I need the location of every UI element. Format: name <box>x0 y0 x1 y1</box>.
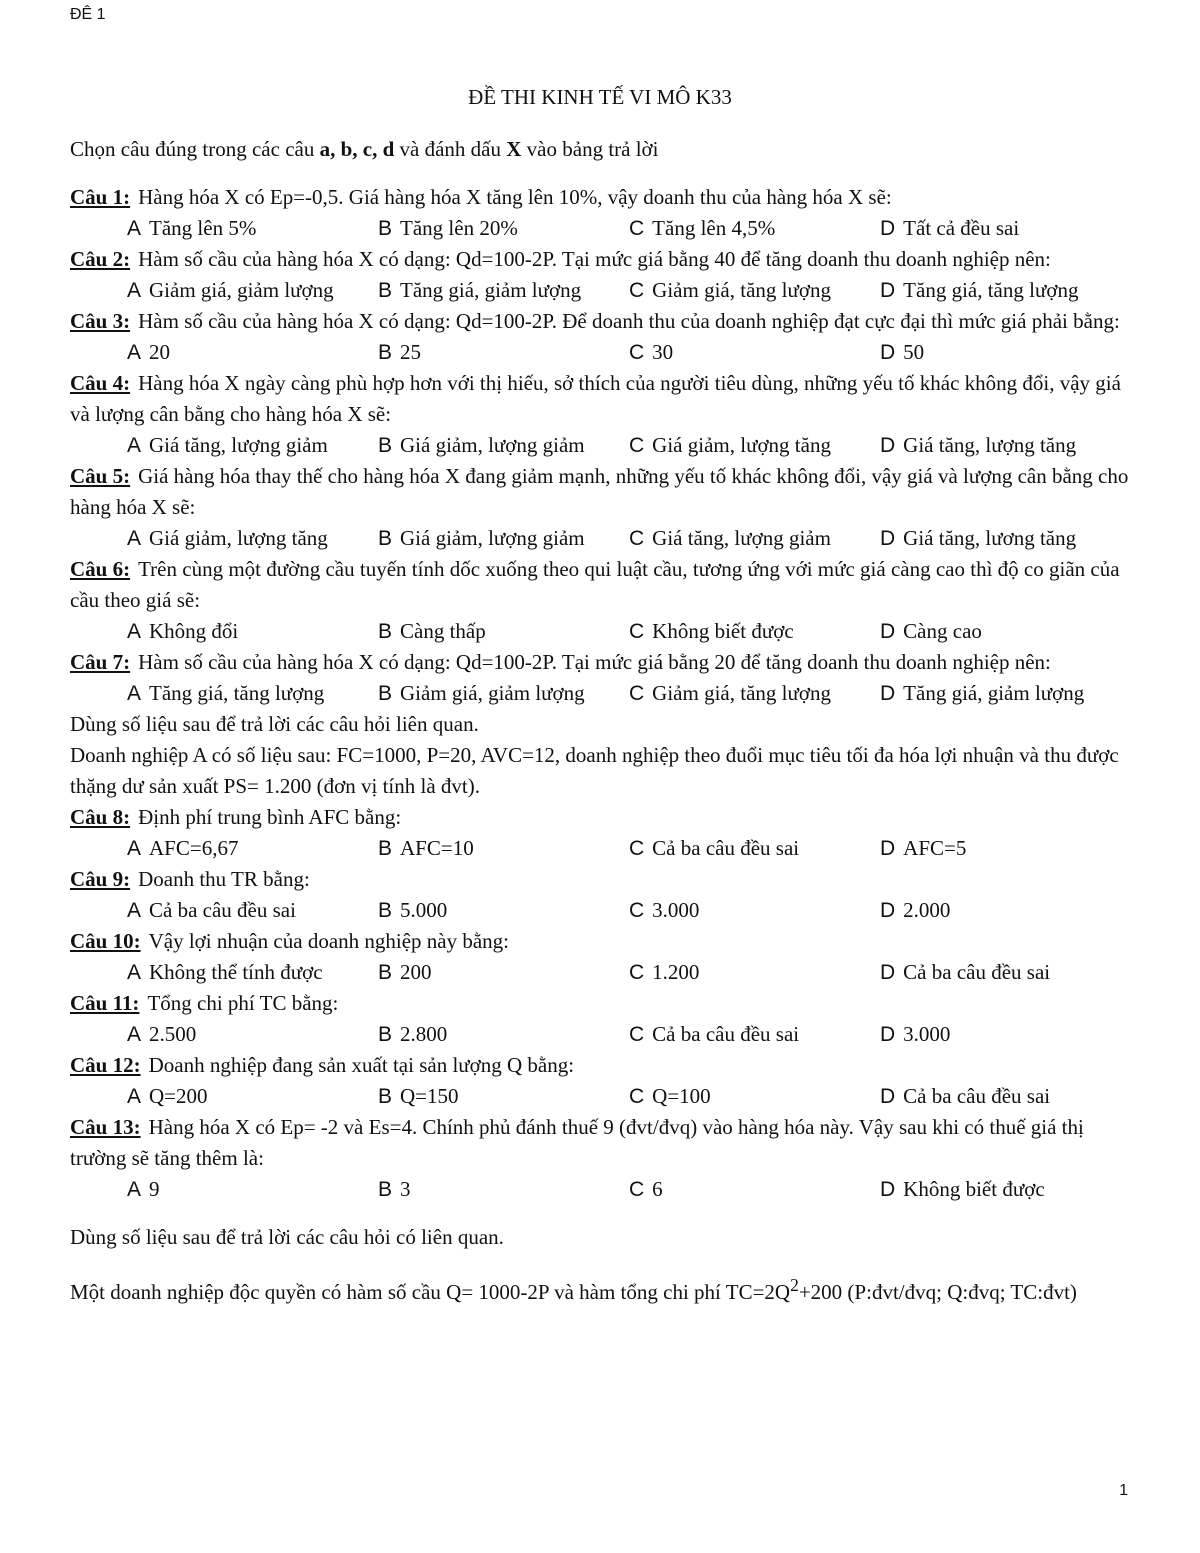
answer-option[interactable] <box>629 430 880 461</box>
option-letter: C <box>629 434 645 457</box>
option-text: 3 <box>400 1177 411 1201</box>
question-label: Câu 11: <box>70 991 140 1015</box>
option-text: Giá tăng, lượng tăng <box>903 433 1077 457</box>
question-label: Câu 10: <box>70 929 141 953</box>
answer-options <box>70 678 1135 709</box>
option-letter: C <box>629 620 645 643</box>
answer-option[interactable] <box>378 1081 629 1112</box>
option-letter: D <box>880 527 896 550</box>
data-intro: Dùng số liệu sau để trả lời các câu hỏi liên quan. <box>70 712 479 736</box>
option-text: Giá giảm, lượng giảm <box>400 433 585 457</box>
answer-option[interactable] <box>880 833 1131 864</box>
question-stem <box>70 802 1135 833</box>
question-label: Câu 6: <box>70 557 131 581</box>
answer-option[interactable] <box>378 1019 629 1050</box>
option-letter: A <box>127 1023 142 1046</box>
question-stem <box>70 461 1135 523</box>
question-label: Câu 7: <box>70 650 131 674</box>
instruction-text: vào bảng trả lời <box>521 137 659 161</box>
question-text: Định phí trung bình AFC bằng: <box>138 805 402 829</box>
answer-options <box>70 275 1135 306</box>
answer-option[interactable] <box>629 1174 880 1205</box>
option-text: 200 <box>400 960 432 984</box>
question-stem <box>70 926 1135 957</box>
option-letter: A <box>127 434 142 457</box>
option-text: 25 <box>400 340 422 364</box>
option-text: 6 <box>652 1177 663 1201</box>
option-letter: A <box>127 961 142 984</box>
option-letter: D <box>880 1085 896 1108</box>
answer-option[interactable] <box>629 337 880 368</box>
exam-content <box>70 134 1135 1308</box>
option-text: 2.500 <box>149 1022 197 1046</box>
option-letter: B <box>378 434 393 457</box>
option-letter: B <box>378 1178 393 1201</box>
option-text: 50 <box>903 340 925 364</box>
option-text: Giảm giá, giảm lượng <box>149 278 334 302</box>
answer-option[interactable] <box>880 337 1131 368</box>
option-letter: C <box>629 1085 645 1108</box>
answer-options <box>70 1019 1135 1050</box>
question-stem <box>70 306 1135 337</box>
answer-option[interactable] <box>378 523 629 554</box>
option-text: Không thể tính được <box>149 960 323 984</box>
question-stem <box>70 182 1135 213</box>
instruction-mark: X <box>506 137 522 161</box>
page-number: 1 <box>1119 1482 1128 1499</box>
question-text: Trên cùng một đường cầu tuyến tính dốc xuống theo qui luật cầu, tương ứng với mức giá càng cao thì độ co giãn của cầu theo giá sẽ: <box>70 557 1120 612</box>
option-letter: C <box>629 899 645 922</box>
answer-option[interactable] <box>629 213 880 244</box>
answer-options <box>70 616 1135 647</box>
answer-option[interactable] <box>629 523 880 554</box>
question-label: Câu 3: <box>70 309 131 333</box>
answer-options <box>70 1174 1135 1205</box>
question-stem <box>70 988 1135 1019</box>
option-letter: D <box>880 217 896 240</box>
answer-option[interactable] <box>880 523 1131 554</box>
option-letter: B <box>378 1023 393 1046</box>
answer-options <box>70 833 1135 864</box>
option-letter: A <box>127 217 142 240</box>
option-letter: B <box>378 899 393 922</box>
answer-option[interactable] <box>378 678 629 709</box>
question-text: Doanh nghiệp đang sản xuất tại sản lượng Q bằng: <box>148 1053 575 1077</box>
instruction-text: Chọn câu đúng trong các câu <box>70 137 320 161</box>
answer-option[interactable] <box>880 430 1131 461</box>
option-letter: D <box>880 620 896 643</box>
option-letter: B <box>378 620 393 643</box>
option-letter: D <box>880 961 896 984</box>
answer-option[interactable] <box>127 213 378 244</box>
option-text: 20 <box>149 340 171 364</box>
question-stem <box>70 864 1135 895</box>
option-letter: B <box>378 279 393 302</box>
question-label: Câu 13: <box>70 1115 141 1139</box>
answer-option[interactable] <box>378 213 629 244</box>
answer-option[interactable] <box>629 1019 880 1050</box>
option-letter: C <box>629 837 645 860</box>
question-text: Tổng chi phí TC bằng: <box>147 991 339 1015</box>
question-list <box>70 182 1135 709</box>
question-label: Câu 9: <box>70 867 131 891</box>
answer-option[interactable] <box>127 1081 378 1112</box>
answer-option[interactable] <box>880 616 1131 647</box>
option-letter: D <box>880 837 896 860</box>
option-text: Giá tăng, lương tăng <box>903 526 1077 550</box>
question-text: Hàng hóa X có Ep=-0,5. Giá hàng hóa X tăng lên 10%, vậy doanh thu của hàng hóa X sẽ: <box>138 185 892 209</box>
answer-option[interactable] <box>127 957 378 988</box>
question-text: Hàng hóa X ngày càng phù hợp hơn với thị hiếu, sở thích của người tiêu dùng, những yếu tố khác không đổi, vậy giá và lượng cân bằng cho hàng hóa X sẽ: <box>70 371 1121 426</box>
answer-option[interactable] <box>880 895 1131 926</box>
question-stem <box>70 1112 1135 1174</box>
option-letter: A <box>127 682 142 705</box>
answer-option[interactable] <box>127 430 378 461</box>
option-letter: B <box>378 341 393 364</box>
answer-option[interactable] <box>378 1174 629 1205</box>
instruction <box>70 134 1135 165</box>
option-letter: C <box>629 279 645 302</box>
option-letter: A <box>127 527 142 550</box>
answer-option[interactable] <box>880 957 1131 988</box>
instruction-choices: a, b, c, d <box>319 137 395 161</box>
data-description: Doanh nghiệp A có số liệu sau: FC=1000, P=20, AVC=12, doanh nghiệp theo đuổi mục tiêu tối đa hóa lợi nhuận và thu được thặng dư sản xuất PS= 1.200 (đơn vị tính là đvt). <box>70 743 1119 798</box>
option-text: Giá giảm, lượng tăng <box>149 526 328 550</box>
answer-option[interactable] <box>880 678 1131 709</box>
closing-text: +200 (P:đvt/đvq; Q:đvq; TC:đvt) <box>798 1280 1077 1304</box>
option-text: 2.800 <box>400 1022 448 1046</box>
option-text: Giảm giá, tăng lượng <box>652 681 831 705</box>
option-text: 5.000 <box>400 898 448 922</box>
option-text: Cả ba câu đều sai <box>149 898 296 922</box>
answer-options <box>70 523 1135 554</box>
question-list <box>70 802 1135 1205</box>
answer-option[interactable] <box>127 337 378 368</box>
question-text: Hàm số cầu của hàng hóa X có dạng: Qd=100-2P. Tại mức giá bằng 40 để tăng doanh thu doanh nghiệp nên: <box>138 247 1051 271</box>
question-text: Hàng hóa X có Ep= -2 và Es=4. Chính phủ đánh thuế 9 (đvt/đvq) vào hàng hóa này. Vậy sau khi có thuế giá thị trường sẽ tăng thêm là: <box>70 1115 1084 1170</box>
option-text: Cả ba câu đều sai <box>903 960 1051 984</box>
question-label: Câu 4: <box>70 371 131 395</box>
option-text: 2.000 <box>903 898 951 922</box>
option-text: Tăng lên 4,5% <box>652 216 776 240</box>
option-text: Tăng giá, giảm lượng <box>400 278 582 302</box>
option-text: Tăng giá, tăng lượng <box>149 681 325 705</box>
answer-option[interactable] <box>629 275 880 306</box>
closing-description <box>70 1270 1135 1308</box>
option-letter: C <box>629 527 645 550</box>
option-text: Giảm giá, tăng lượng <box>652 278 831 302</box>
question-text: Giá hàng hóa thay thế cho hàng hóa X đang giảm mạnh, những yếu tố khác không đổi, vậy giá và lượng cân bằng cho hàng hóa X sẽ: <box>70 464 1129 519</box>
option-text: AFC=10 <box>400 836 474 860</box>
closing-intro: Dùng số liệu sau để trả lời các câu hỏi có liên quan. <box>70 1225 504 1249</box>
option-text: 3.000 <box>903 1022 951 1046</box>
answer-option[interactable] <box>629 678 880 709</box>
option-text: Cả ba câu đều sai <box>652 1022 800 1046</box>
answer-option[interactable] <box>880 1019 1131 1050</box>
answer-option[interactable] <box>378 957 629 988</box>
question-label: Câu 2: <box>70 247 131 271</box>
option-text: 30 <box>652 340 674 364</box>
option-letter: A <box>127 341 142 364</box>
page-title: ĐỀ THI KINH TẾ VI MÔ K33 <box>468 85 732 109</box>
answer-option[interactable] <box>127 833 378 864</box>
question-text: Doanh thu TR bằng: <box>138 867 310 891</box>
option-text: Càng cao <box>903 619 982 643</box>
option-letter: D <box>880 682 896 705</box>
option-letter: D <box>880 279 896 302</box>
option-letter: D <box>880 1178 896 1201</box>
option-letter: D <box>880 1023 896 1046</box>
option-letter: B <box>378 1085 393 1108</box>
option-letter: D <box>880 899 896 922</box>
answer-options <box>70 895 1135 926</box>
option-text: Giảm giá, giảm lượng <box>400 681 585 705</box>
option-text: Không biết được <box>903 1177 1045 1201</box>
question-label: Câu 1: <box>70 185 131 209</box>
option-text: Tăng lên 20% <box>400 216 518 240</box>
answer-options <box>70 430 1135 461</box>
option-letter: C <box>629 1178 645 1201</box>
answer-options <box>70 1081 1135 1112</box>
option-letter: D <box>880 434 896 457</box>
answer-options <box>70 213 1135 244</box>
question-stem <box>70 244 1135 275</box>
answer-option[interactable] <box>629 1081 880 1112</box>
option-text: Không biết được <box>652 619 794 643</box>
option-text: Q=100 <box>652 1084 711 1108</box>
option-letter: C <box>629 341 645 364</box>
answer-option[interactable] <box>127 678 378 709</box>
answer-option[interactable] <box>127 1019 378 1050</box>
instruction-text: và đánh dấu <box>394 137 507 161</box>
answer-option[interactable] <box>378 430 629 461</box>
option-text: Q=150 <box>400 1084 459 1108</box>
answer-option[interactable] <box>880 275 1131 306</box>
exponent: 2 <box>790 1275 799 1295</box>
answer-option[interactable] <box>127 275 378 306</box>
option-letter: A <box>127 837 142 860</box>
option-letter: B <box>378 837 393 860</box>
question-stem <box>70 1050 1135 1081</box>
question-text: Vậy lợi nhuận của doanh nghiệp này bằng: <box>148 929 510 953</box>
option-text: AFC=5 <box>903 836 967 860</box>
option-letter: A <box>127 279 142 302</box>
option-text: Cả ba câu đều sai <box>903 1084 1051 1108</box>
answer-option[interactable] <box>378 895 629 926</box>
option-text: Không đổi <box>149 619 239 643</box>
option-letter: C <box>629 217 645 240</box>
answer-option[interactable] <box>629 833 880 864</box>
answer-option[interactable] <box>880 1081 1131 1112</box>
option-letter: B <box>378 961 393 984</box>
answer-option[interactable] <box>127 895 378 926</box>
option-letter: D <box>880 341 896 364</box>
option-text: 3.000 <box>652 898 700 922</box>
option-letter: C <box>629 1023 645 1046</box>
option-letter: B <box>378 527 393 550</box>
option-text: Giá tăng, lượng giảm <box>149 433 328 457</box>
option-letter: C <box>629 961 645 984</box>
option-text: Tăng lên 5% <box>149 216 257 240</box>
option-text: Tất cả đều sai <box>903 216 1020 240</box>
exam-code: ĐÊ 1 <box>70 6 106 23</box>
answer-option[interactable] <box>378 275 629 306</box>
option-text: 9 <box>149 1177 160 1201</box>
question-stem <box>70 554 1135 616</box>
option-letter: A <box>127 620 142 643</box>
answer-option[interactable] <box>378 337 629 368</box>
question-stem <box>70 368 1135 430</box>
option-text: 1.200 <box>652 960 700 984</box>
option-text: Giá giảm, lượng tăng <box>652 433 831 457</box>
answer-option[interactable] <box>629 616 880 647</box>
question-stem <box>70 647 1135 678</box>
answer-options <box>70 957 1135 988</box>
question-text: Hàm số cầu của hàng hóa X có dạng: Qd=100-2P. Để doanh thu của doanh nghiệp đạt cực đại thì mức giá phải bằng: <box>138 309 1120 333</box>
option-text: Tăng giá, tăng lượng <box>903 278 1079 302</box>
option-text: Giá giảm, lượng giảm <box>400 526 585 550</box>
answer-option[interactable] <box>629 957 880 988</box>
option-letter: B <box>378 217 393 240</box>
option-letter: A <box>127 1178 142 1201</box>
answer-option[interactable] <box>880 1174 1131 1205</box>
question-text: Hàm số cầu của hàng hóa X có dạng: Qd=100-2P. Tại mức giá bằng 20 để tăng doanh thu doanh nghiệp nên: <box>138 650 1051 674</box>
answer-option[interactable] <box>127 523 378 554</box>
option-letter: C <box>629 682 645 705</box>
answer-option[interactable] <box>629 895 880 926</box>
option-text: Tăng giá, giảm lượng <box>903 681 1085 705</box>
answer-option[interactable] <box>127 616 378 647</box>
option-text: Giá tăng, lượng giảm <box>652 526 831 550</box>
option-letter: A <box>127 899 142 922</box>
option-text: Càng thấp <box>400 619 486 643</box>
question-label: Câu 8: <box>70 805 131 829</box>
answer-option[interactable] <box>880 213 1131 244</box>
answer-option[interactable] <box>378 833 629 864</box>
option-letter: A <box>127 1085 142 1108</box>
closing-text: Một doanh nghiệp độc quyền có hàm số cầu Q= 1000-2P và hàm tổng chi phí TC=2Q <box>70 1280 791 1304</box>
answer-option[interactable] <box>127 1174 378 1205</box>
question-label: Câu 5: <box>70 464 131 488</box>
option-text: Q=200 <box>149 1084 208 1108</box>
answer-options <box>70 337 1135 368</box>
option-letter: B <box>378 682 393 705</box>
option-text: AFC=6,67 <box>149 836 239 860</box>
option-text: Cả ba câu đều sai <box>652 836 800 860</box>
answer-option[interactable] <box>378 616 629 647</box>
question-label: Câu 12: <box>70 1053 141 1077</box>
